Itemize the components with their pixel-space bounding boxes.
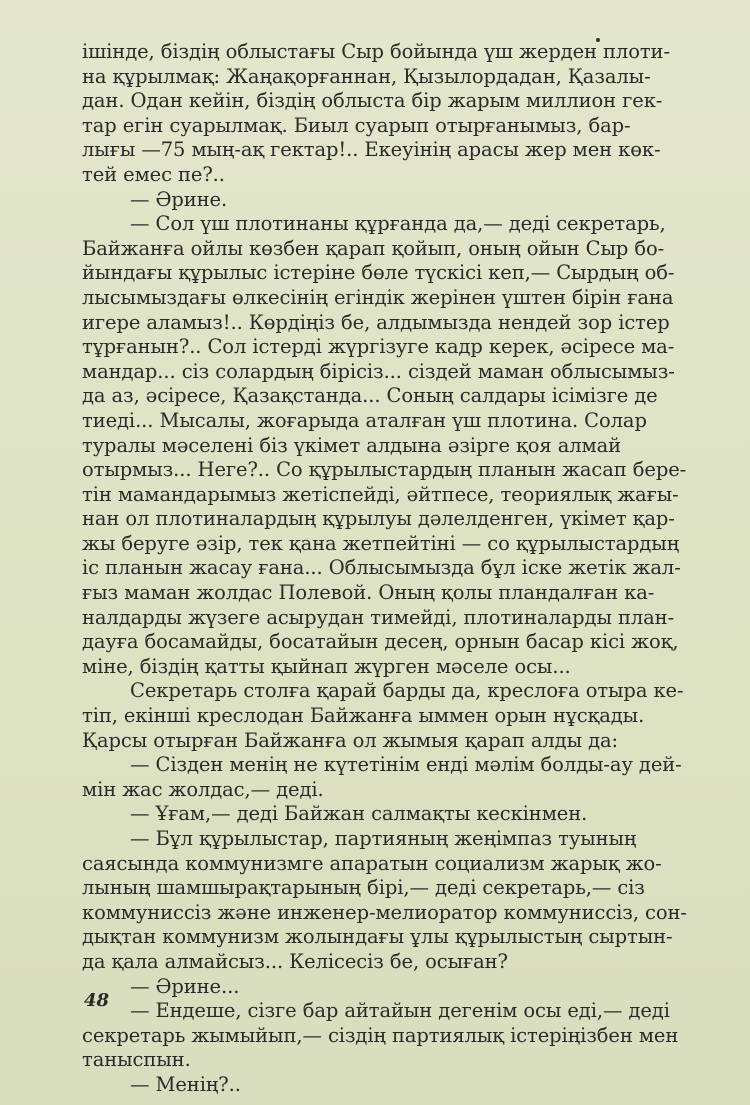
text-line: мін жас жолдас,— деді.	[82, 777, 324, 801]
text-line: — Сол үш плотинаны құрғанда да,— деді секретарь,	[130, 212, 666, 236]
text-line: дан. Одан кейін, біздің облыста бір жарым миллион гек-	[82, 89, 663, 113]
text-line: тиеді... Мысалы, жоғарыда аталған үш плотина. Солар	[82, 408, 647, 432]
text-line: тін мамандарымыз жетіспейді, әйтпесе, теориялық жағы-	[82, 482, 679, 506]
text-line: тіп, екінші креслодан Байжанға ыммен орын нұсқады.	[82, 704, 645, 728]
text-line: нан ол плотиналардың құрылуы дәлелденген, үкімет қар-	[82, 507, 675, 531]
text-line: ішінде, біздің облыстағы Сыр бойында үш жерден плоти-	[82, 40, 670, 63]
text-line: іс планын жасау ғана... Облысымызда бұл іске жетік жал-	[82, 556, 681, 580]
text-line: саясында коммунизмге апаратын социализм жарық жо-	[82, 851, 662, 875]
text-line: — Ендеше, сізге бар айтайын дегенім осы еді,— деді	[130, 999, 670, 1023]
text-line: туралы мәселені біз үкімет алдына әзірге қоя алмай	[82, 433, 622, 457]
text-line: Секретарь столға қарай барды да, креслоға отыра ке-	[130, 679, 684, 703]
text-line: дауға босамайды, босатайын десең, орнын басар кісі жоқ,	[82, 630, 679, 654]
text-line: секретарь жымыйып,— сіздің партиялық істеріңізбен мен	[82, 1023, 679, 1047]
text-line: ғыз маман жолдас Полевой. Оның қолы пландалған ка-	[82, 581, 655, 605]
page-text	[82, 40, 697, 1098]
text-line: налдарды жүзеге асырудан тимейді, плотиналарды план-	[82, 605, 675, 629]
text-line: дықтан коммунизм жолындағы ұлы құрылыстың сыртын-	[82, 925, 673, 949]
text-line: лының шамшырақтарының бірі,— деді секретарь,— сіз	[82, 876, 645, 900]
text-line: игере аламыз!.. Көрдіңіз бе, алдымызда нендей зор істер	[82, 310, 670, 334]
text-line: — Әрине.	[130, 187, 228, 211]
text-line: Байжанға ойлы көзбен қарап қойып, оның ойын Сыр бо-	[82, 236, 665, 260]
text-line: на құрылмақ: Жаңақорғаннан, Қызылордадан, Қазалы-	[82, 64, 651, 88]
text-line: тар егін суарылмақ. Биыл суарып отырғанымыз, бар-	[82, 113, 631, 137]
text-line: міне, біздің қатты қыйнап жүрген мәселе осы...	[82, 654, 571, 678]
text-line: — Әрине...	[130, 974, 240, 998]
text-line: тұрғанын?.. Сол істерді жүргізуге кадр керек, әсіресе ма-	[82, 335, 675, 359]
text-line: лысымыздағы өлкесінің егіндік жерінен үштен бірін ғана	[82, 285, 674, 309]
text-line: да аз, әсіресе, Қазақстанда... Соның салдары ісімізге де	[82, 384, 658, 408]
text-line: Қарсы отырған Байжанға ол жымыя қарап алды да:	[82, 728, 619, 752]
text-line: тей емес пе?..	[82, 162, 225, 186]
text-line: — Ұғам,— деді Байжан салмақты кескінмен.	[130, 802, 588, 826]
text-line: таныспын.	[82, 1048, 191, 1072]
text-line: отырмыз... Неге?.. Со құрылыстардың планын жасап бере-	[82, 458, 687, 482]
text-line: коммуниссіз және инженер-мелиоратор коммуниссіз, сон-	[82, 900, 687, 924]
text-line: — Сізден менің не күтетінім енді мәлім болды-ау дей-	[130, 753, 682, 777]
text-line: йындағы құрылыс істеріне бөле түскісі кеп,— Сырдың об-	[82, 261, 675, 285]
text-line: мандар... сіз солардың бірісіз... сіздей маман облысымыз-	[82, 359, 675, 383]
text-line: — Менің?..	[130, 1072, 241, 1096]
text-line: да қала алмайсыз... Келісесіз бе, осыған?	[82, 949, 508, 973]
text-line: — Бұл құрылыстар, партияның жеңімпаз туының	[130, 827, 637, 850]
text-line: лығы —75 мың-ақ гектар!.. Екеуінің арасы жер мен көк-	[82, 138, 661, 162]
text-line: жы беруге әзір, тек қана жетпейтіні — со құрылыстардың	[82, 531, 680, 555]
page-number: 48	[84, 990, 110, 1011]
